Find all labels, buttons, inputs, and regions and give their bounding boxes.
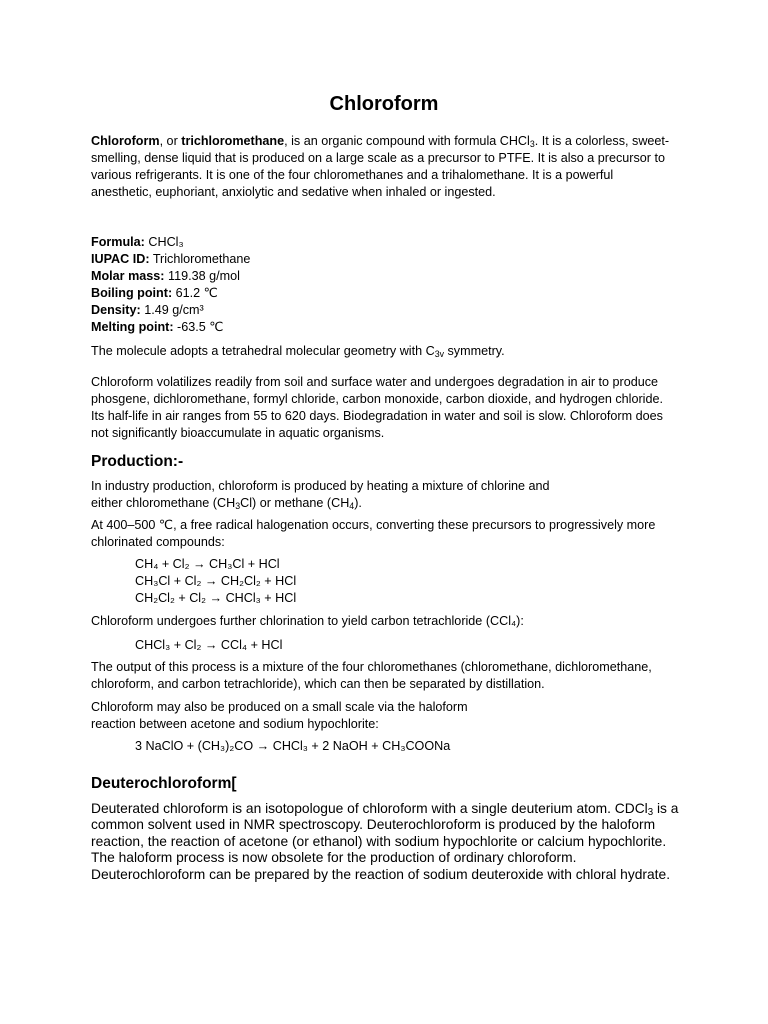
production-heading: Production:- [91,453,184,470]
production-p1-b: Cl) or methane (CH [240,496,350,510]
geometry-text-a: The molecule adopts a tetrahedral molecular geometry with C [91,344,435,358]
page-title: Chloroform [329,93,439,115]
production-p1-c: ). [354,496,362,510]
compound-name: Chloroform [91,134,160,148]
production-p2 [91,517,671,551]
property-value: 1.49 g/cm³ [144,303,204,317]
production-p4-text: The output of this process is a mixture of the four chloromethanes (chloromethane, dichloromethane, chloroform, and carbon tetrachloride), which can then be separated by distillation. [91,660,652,691]
intro-sub: 3 [529,139,535,149]
equation-group-3 [135,738,450,755]
property-value: 119.38 g/mol [168,269,240,283]
equation: 3 NaClO + (CH₃)₂CO → CHCl₃ + 2 NaOH + CH₃COONa [135,739,451,753]
equation: CHCl₃ + Cl₂ → CCl₄ + HCl [135,638,283,652]
degradation-text: Chloroform volatilizes readily from soil and surface water and undergoes degradation in air to produce phosgene, dichloromethane, formyl chloride, carbon monoxide, carbon dioxide, and hydrogen chloride. Its half-life in air ranges from 55 to 620 days. Biodegradation in water and soil is slow. Chloroform does not significantly bioaccumulate in aquatic organisms. [91,375,663,440]
deutero-text-b: is a common solvent used in NMR spectroscopy. Deuterochloroform is produced by the haloform reaction, the reaction of acetone (or ethanol) with sodium hypochlorite or calcium hypochlorite. The haloform process is now obsolete for the production of ordinary chloroform. Deuterochloroform can be prepared by the reaction of sodium deuteroxide with chloral hydrate. [91,801,679,882]
equation-group-2 [135,637,282,654]
deutero-sub: 3 [647,807,654,818]
property-value: Trichloromethane [152,252,251,266]
property-row [91,234,691,251]
property-label: Boiling point: [91,286,173,300]
property-value: CHCl₃ [148,235,184,249]
deutero-text-a: Deuterated chloroform is an isotopologue of chloroform with a single deuterium atom. CDCl [91,801,648,816]
equation-group-1 [135,556,296,607]
property-row [91,302,691,319]
equation: CH₄ + Cl₂ → CH₃Cl + HCl [135,557,280,571]
property-row [91,268,691,285]
equation: CH₂Cl₂ + Cl₂ → CHCl₃ + HCl [135,591,297,605]
property-label: IUPAC ID: [91,252,150,266]
production-p5 [91,699,501,733]
property-label: Melting point: [91,320,174,334]
property-label: Formula: [91,235,145,249]
property-row [91,285,691,302]
intro-text-a: , is an organic compound with formula CHCl [284,134,530,148]
production-p4 [91,659,716,693]
property-value: -63.5 ℃ [177,320,224,334]
production-p2-text: At 400–500 ℃, a free radical halogenation occurs, converting these precursors to progressively more chlorinated compounds: [91,518,656,549]
production-p3 [91,613,691,630]
property-row [91,251,691,268]
equation: CH₃Cl + Cl₂ → CH₂Cl₂ + HCl [135,574,297,588]
production-p1-a: In industry production, chloroform is produced by heating a mixture of chlorine and either chloromethane (CH [91,479,550,510]
production-p1-sub: 3 [235,501,241,511]
intro-sep: , or [159,134,182,148]
properties-list [91,234,691,336]
deutero-paragraph [91,801,691,883]
property-label: Density: [91,303,141,317]
property-row [91,319,691,336]
production-p1 [91,478,581,512]
production-p3-text: Chloroform undergoes further chlorination to yield carbon tetrachloride (CCl₄): [91,614,524,628]
compound-alt-name: trichloromethane [181,134,285,148]
property-value: 61.2 ℃ [175,286,218,300]
production-p1-sub2: 4 [349,501,355,511]
property-label: Molar mass: [91,269,165,283]
intro-paragraph [91,133,671,201]
intro-text-b: . It is a colorless, sweet-smelling, dense liquid that is produced on a large scale as a precursor to PTFE. It is also a precursor to various refrigerants. It is one of the four chloromethanes and a trihalomethane. It is a powerful anesthetic, euphoriant, anxiolytic and sedative when inhaled or ingested. [91,134,670,199]
geometry-text-b: symmetry. [444,344,505,358]
production-p5-text: Chloroform may also be produced on a small scale via the haloform reaction between acetone and sodium hypochlorite: [91,700,468,731]
geometry-sub: 3v [434,349,445,359]
geometry-paragraph [91,343,691,360]
deutero-heading: Deuterochloroform[ [91,775,237,792]
degradation-paragraph [91,374,666,442]
